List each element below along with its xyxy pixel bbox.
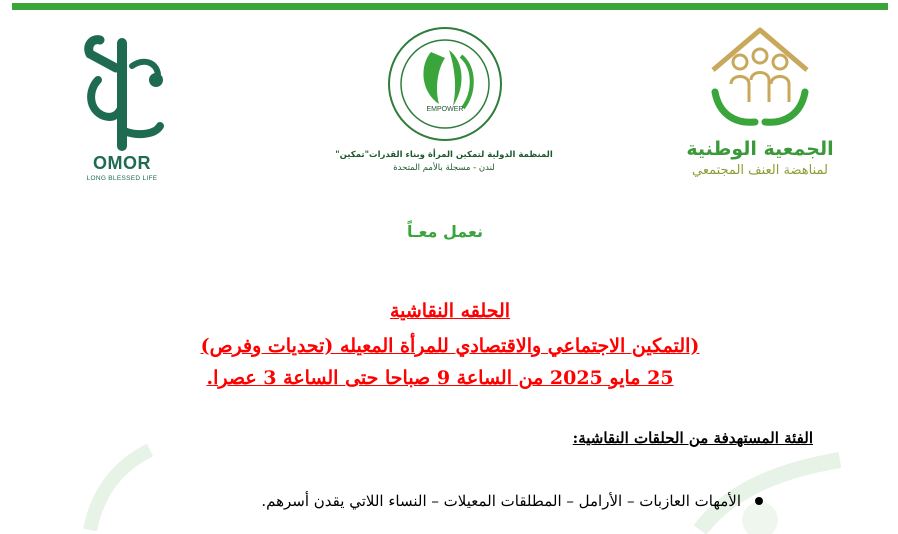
target-group-text: الأمهات العازبات – الأرامل – المطلقات المعيلات – النساء اللاتي يقدن أسرهم. <box>261 492 741 510</box>
bullet-icon <box>755 497 763 505</box>
omor-logo-tagline: LONG BLESSED LIFE <box>86 175 158 182</box>
empower-logo-label: EMPOWER <box>426 106 464 113</box>
empower-org-registration: لندن - مسجلة بالأمم المتحدة <box>393 163 495 173</box>
empower-org-name: المنظمة الدولية لتمكين المرأة وبناء القدرات"تمكين" <box>335 150 553 160</box>
empower-logo <box>383 22 507 146</box>
target-group-heading: الفئة المستهدفة من الحلقات النقاشية: <box>572 429 813 447</box>
list-item <box>261 492 763 510</box>
national-association-logo <box>705 22 815 134</box>
document-topic: (التمكين الاجتماعي والاقتصادي للمرأة المعيله (تحديات وفرص) <box>200 335 700 357</box>
document-title: الحلقه النقاشية <box>389 300 511 322</box>
slogan: نعمل معـاً <box>406 222 484 241</box>
top-accent-bar <box>12 3 888 10</box>
association-subtitle: لمناهضة العنف المجتمعي <box>692 163 828 178</box>
event-date-time: 25 مايو 2025 من الساعة 9 صباحا حتى الساعة 3 عصرا. <box>206 367 674 389</box>
omor-logo-word: OMOR <box>93 153 151 173</box>
association-name: الجمعية الوطنية <box>686 138 834 160</box>
